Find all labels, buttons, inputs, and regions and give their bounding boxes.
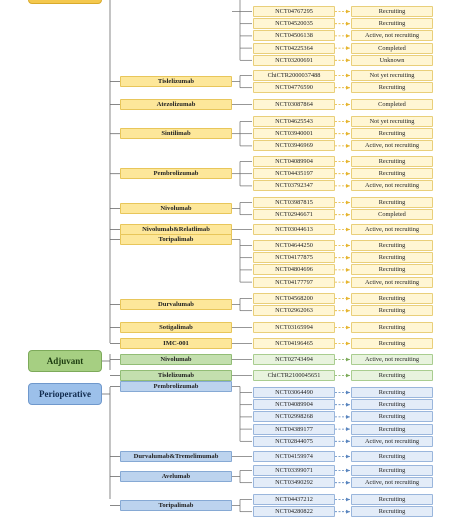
trial-status-box: Unknown: [351, 55, 433, 66]
trial-status-box: Recruiting: [351, 82, 433, 93]
trial-id-box: NCT03490292: [253, 477, 335, 488]
drug-box: Toripalimab: [120, 500, 232, 511]
trial-id-box: NCT04804696: [253, 264, 335, 275]
trial-id-box: NCT04568200: [253, 293, 335, 304]
trial-status-box: Active, not recruiting: [351, 436, 433, 447]
trial-id-box: NCT02946671: [253, 209, 335, 220]
drug-box: Atezolizumab: [120, 99, 232, 110]
trial-status-box: Recruiting: [351, 424, 433, 435]
trial-status-box: Recruiting: [351, 6, 433, 17]
trial-status-box: Active, not recruiting: [351, 30, 433, 41]
trial-id-box: NCT02844075: [253, 436, 335, 447]
trial-status-box: Recruiting: [351, 18, 433, 29]
trial-status-box: Recruiting: [351, 156, 433, 167]
adjuvant-phase-box: Adjuvant: [28, 350, 102, 372]
trial-id-box: NCT03165994: [253, 322, 335, 333]
trial-id-box: NCT04089904: [253, 156, 335, 167]
drug-box: Pembrolizumab: [120, 168, 232, 179]
trial-id-box: NCT02743494: [253, 354, 335, 365]
drug-box: Durvalumab&Tremelimumab: [120, 451, 232, 462]
trial-id-box: NCT04437212: [253, 494, 335, 505]
drug-box: Tislelizumab: [120, 370, 232, 381]
trial-status-box: Active, not recruiting: [351, 477, 433, 488]
trial-id-box: NCT04280822: [253, 506, 335, 517]
trial-status-box: Recruiting: [351, 305, 433, 316]
trial-id-box: NCT04644250: [253, 240, 335, 251]
trial-id-box: NCT02962063: [253, 305, 335, 316]
drug-box: Nivolumab: [120, 354, 232, 365]
trial-status-box: Active, not recruiting: [351, 140, 433, 151]
trial-status-box: Recruiting: [351, 252, 433, 263]
trial-status-box: Recruiting: [351, 451, 433, 462]
trial-status-box: Recruiting: [351, 494, 433, 505]
trial-id-box: NCT03200691: [253, 55, 335, 66]
drug-box: Avelumab: [120, 471, 232, 482]
trial-id-box: NCT04506138: [253, 30, 335, 41]
trial-status-box: Recruiting: [351, 411, 433, 422]
trial-status-box: Recruiting: [351, 168, 433, 179]
trial-status-box: Completed: [351, 43, 433, 54]
trial-id-box: ChiCTR2100045651: [253, 370, 335, 381]
trial-id-box: NCT03946969: [253, 140, 335, 151]
trial-id-box: NCT04196465: [253, 338, 335, 349]
trial-status-box: Active, not recruiting: [351, 224, 433, 235]
trial-id-box: NCT04225364: [253, 43, 335, 54]
trial-status-box: Active, not recruiting: [351, 354, 433, 365]
perioperative-phase-box: Perioperative: [28, 383, 102, 405]
trial-id-box: NCT02998268: [253, 411, 335, 422]
drug-box: Durvalumab: [120, 299, 232, 310]
trial-id-box: NCT04520035: [253, 18, 335, 29]
trial-status-box: Recruiting: [351, 370, 433, 381]
trial-status-box: Recruiting: [351, 264, 433, 275]
trial-id-box: NCT04625543: [253, 116, 335, 127]
trial-status-box: Recruiting: [351, 322, 433, 333]
advanced-phase-box: [28, 0, 102, 4]
drug-box: Nivolumab: [120, 203, 232, 214]
drug-box: Sintilimab: [120, 128, 232, 139]
trial-id-box: NCT03064490: [253, 387, 335, 398]
drug-box: Sotigalimab: [120, 322, 232, 333]
trial-id-box: NCT04776590: [253, 82, 335, 93]
trial-status-box: Recruiting: [351, 197, 433, 208]
trial-status-box: Recruiting: [351, 128, 433, 139]
trial-id-box: NCT03044613: [253, 224, 335, 235]
trial-status-box: Not yet recruiting: [351, 70, 433, 81]
trial-status-box: Completed: [351, 99, 433, 110]
trial-status-box: Recruiting: [351, 338, 433, 349]
trial-status-box: Recruiting: [351, 506, 433, 517]
trial-id-box: NCT04767295: [253, 6, 335, 17]
trial-id-box: NCT04159974: [253, 451, 335, 462]
trial-status-box: Active, not recruiting: [351, 277, 433, 288]
trial-status-box: Recruiting: [351, 465, 433, 476]
trial-id-box: ChiCTR2000037488: [253, 70, 335, 81]
trial-status-box: Completed: [351, 209, 433, 220]
trial-status-box: Recruiting: [351, 399, 433, 410]
trial-id-box: NCT03792347: [253, 180, 335, 191]
trial-id-box: NCT04435197: [253, 168, 335, 179]
trial-id-box: NCT03987815: [253, 197, 335, 208]
drug-box: Nivolumab&Relatlimab: [120, 224, 232, 235]
drug-box: IMC-001: [120, 338, 232, 349]
trial-status-box: Active, not recruiting: [351, 180, 433, 191]
trial-id-box: NCT03940001: [253, 128, 335, 139]
drug-box: Pembrolizumab: [120, 381, 232, 392]
trial-status-box: Recruiting: [351, 240, 433, 251]
trial-status-box: Recruiting: [351, 387, 433, 398]
trial-status-box: Not yet recruiting: [351, 116, 433, 127]
trial-id-box: NCT04177797: [253, 277, 335, 288]
trial-id-box: NCT04089904: [253, 399, 335, 410]
trial-status-box: Recruiting: [351, 293, 433, 304]
trial-id-box: NCT03087864: [253, 99, 335, 110]
drug-box: Toripalimab: [120, 234, 232, 245]
trial-id-box: NCT04389177: [253, 424, 335, 435]
trial-id-box: NCT03399071: [253, 465, 335, 476]
drug-box: Tislelizumab: [120, 76, 232, 87]
trial-id-box: NCT04177875: [253, 252, 335, 263]
